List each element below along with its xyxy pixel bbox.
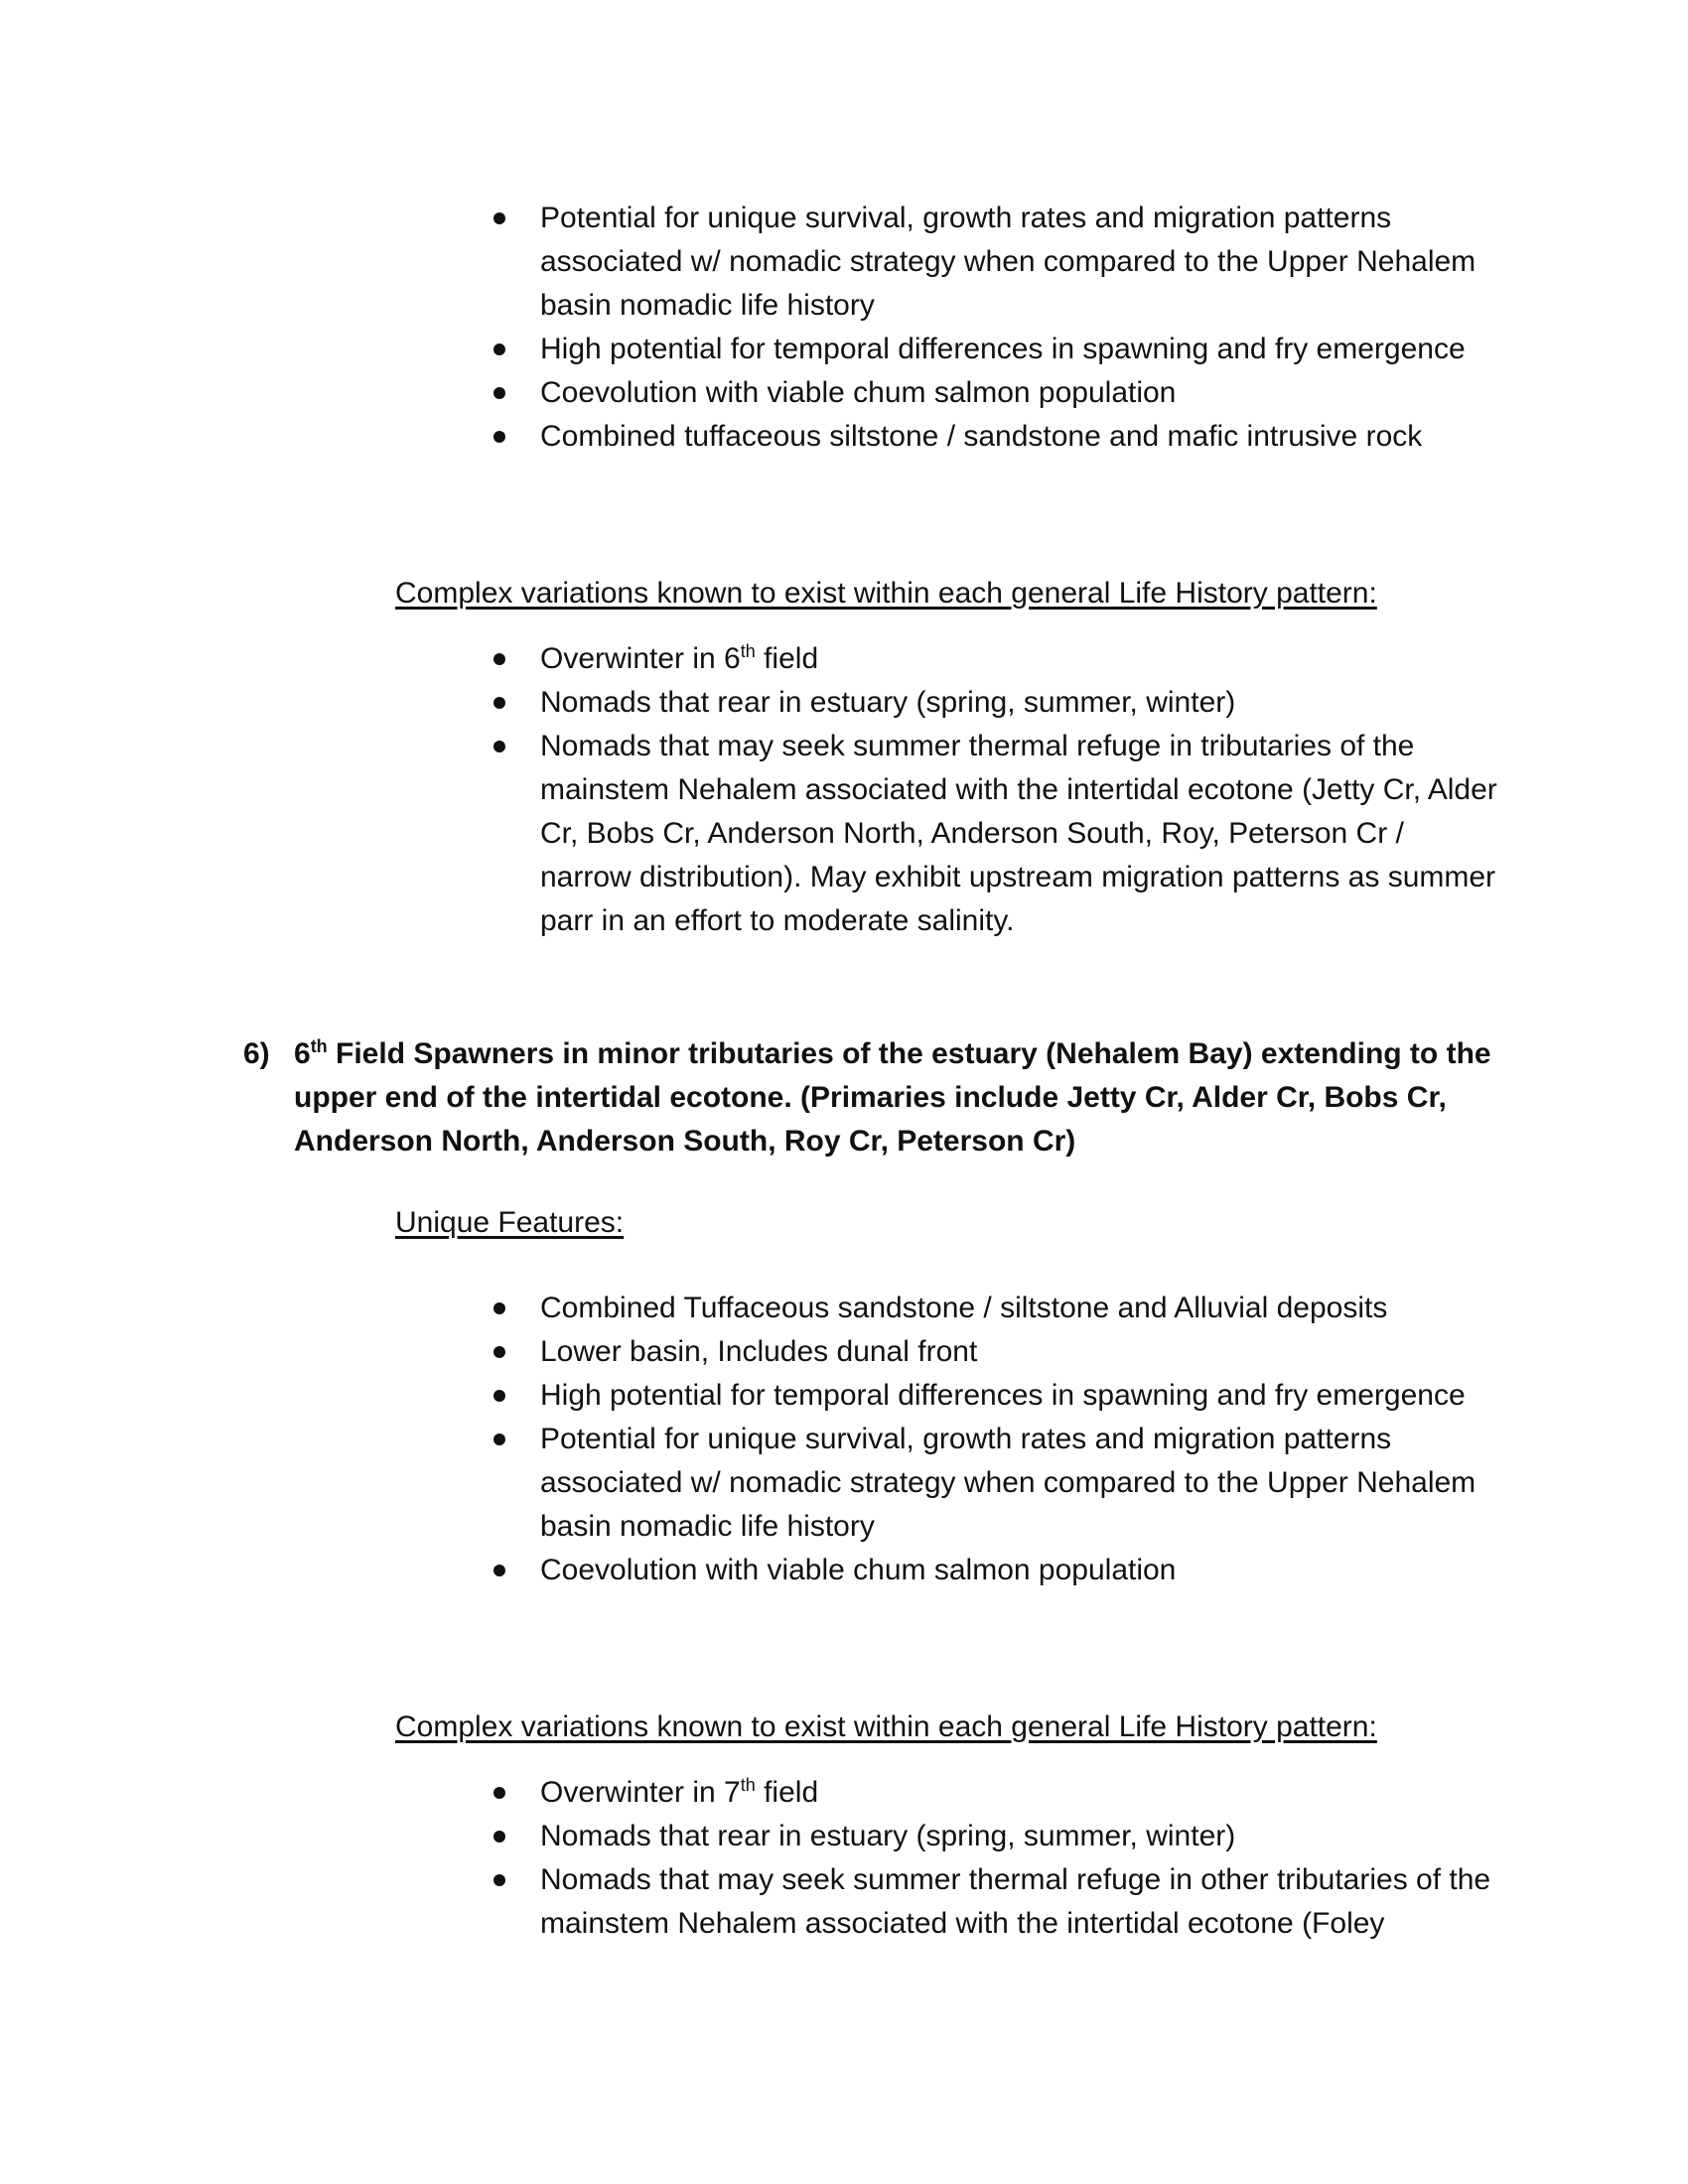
bullet-icon [493, 1831, 505, 1843]
bullet-icon [493, 1302, 505, 1314]
list-item [489, 197, 1501, 328]
list-item [489, 371, 1501, 415]
list-item [489, 637, 1501, 681]
bullet-text: Nomads that may seek summer thermal refuge in tributaries of the mainstem Nehalem associated with the intertidal ecotone (Jetty Cr, Alder Cr, Bobs Cr, Anderson North, Anderson South, Roy, Peterson Cr / narrow distribution). May exhibit upstream migration patterns as summer parr in an effort to moderate salinity. [540, 730, 1497, 937]
list-item [489, 1330, 1501, 1374]
list-item [489, 1374, 1501, 1418]
bullet-text: Nomads that rear in estuary (spring, summer, winter) [540, 1820, 1236, 1852]
list-item [489, 415, 1501, 459]
list-item [489, 1549, 1501, 1592]
section-title: 6th Field Spawners in minor tributaries of the estuary (Nehalem Bay) extending to the upper end of the intertidal ecotone. (Primaries include Jetty Cr, Alder Cr, Bobs Cr, Anderson North, Anderson South, Roy Cr, Peterson Cr) [294, 1036, 1491, 1158]
list-item [489, 725, 1501, 943]
bullet-text: Overwinter in 7th field [540, 1775, 819, 1809]
bullet-icon [493, 1787, 505, 1799]
bullet-text: Combined tuffaceous siltstone / sandstone and mafic intrusive rock [540, 420, 1423, 453]
list-item [489, 1858, 1501, 1946]
list-item [489, 1771, 1501, 1815]
unique-features-heading: Unique Features: [395, 1206, 625, 1239]
list-item [489, 1287, 1501, 1330]
bullet-icon [493, 1390, 505, 1402]
complex-variations-heading: Complex variations known to exist within each general Life History pattern: [395, 1710, 1377, 1743]
bullet-text: Overwinter in 6th field [540, 641, 819, 675]
bullet-icon [493, 343, 505, 355]
bullet-icon [493, 741, 505, 752]
block4-bullet-list [489, 1771, 1501, 1946]
list-item [489, 328, 1501, 371]
complex-variations-heading: Complex variations known to exist within each general Life History pattern: [395, 577, 1377, 610]
bullet-icon [493, 387, 505, 399]
bullet-text: Nomads that rear in estuary (spring, summer, winter) [540, 686, 1236, 719]
bullet-icon [493, 1874, 505, 1886]
bullet-text: High potential for temporal differences in spawning and fry emergence [540, 1379, 1466, 1412]
bullet-icon [493, 697, 505, 709]
bullet-icon [493, 212, 505, 224]
block2-bullet-list [489, 637, 1501, 943]
list-item [489, 1815, 1501, 1858]
bullet-icon [493, 1433, 505, 1445]
bullet-text: Lower basin, Includes dunal front [540, 1335, 978, 1368]
bullet-text: Potential for unique survival, growth rates and migration patterns associated w/ nomadic strategy when compared to the Upper Nehalem basin nomadic life history [540, 1423, 1477, 1543]
section-number: 6) [243, 1037, 270, 1070]
bullet-icon [493, 431, 505, 443]
bullet-text: High potential for temporal differences in spawning and fry emergence [540, 333, 1466, 365]
bullet-text: Potential for unique survival, growth rates and migration patterns associated w/ nomadic strategy when compared to the Upper Nehalem basin nomadic life history [540, 202, 1477, 322]
block3-bullet-list [489, 1287, 1501, 1592]
bullet-icon [493, 1565, 505, 1576]
bullet-icon [493, 1346, 505, 1358]
bullet-text: Combined Tuffaceous sandstone / siltstone and Alluvial deposits [540, 1292, 1388, 1324]
bullet-icon [493, 653, 505, 665]
bullet-text: Coevolution with viable chum salmon population [540, 1554, 1177, 1586]
list-item [489, 681, 1501, 725]
list-item [489, 1418, 1501, 1549]
block1-bullet-list [489, 197, 1501, 459]
bullet-text: Coevolution with viable chum salmon population [540, 376, 1177, 409]
bullet-text: Nomads that may seek summer thermal refuge in other tributaries of the mainstem Nehalem associated with the intertidal ecotone (Foley [540, 1863, 1491, 1940]
